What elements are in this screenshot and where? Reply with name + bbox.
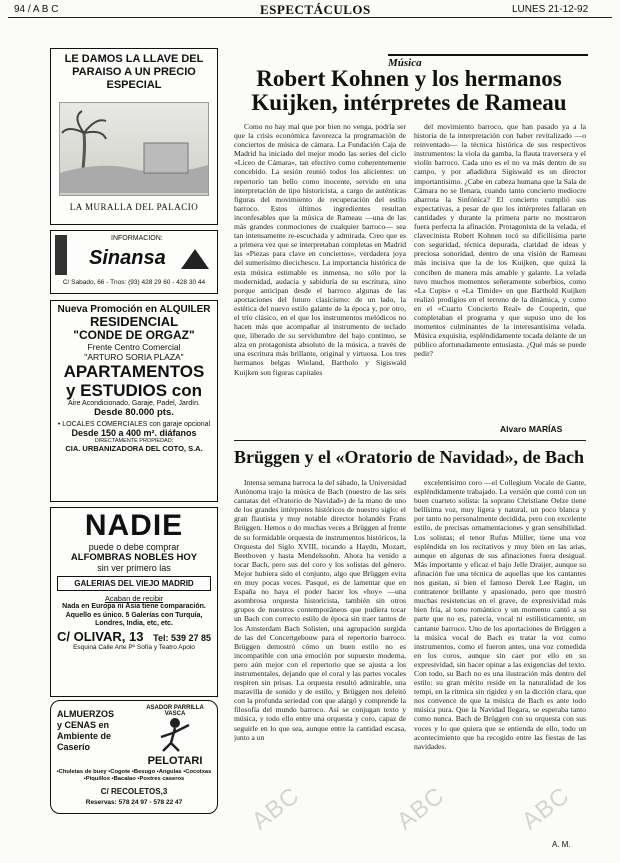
orgaz-line4: Frente Centro Comercial xyxy=(87,342,181,352)
orgaz-line6: APARTAMENTOS xyxy=(63,362,205,381)
orgaz-line5: "ARTURO SORIA PLAZA" xyxy=(84,352,184,362)
nadie-line3: sin ver primero las xyxy=(97,563,171,573)
article2-col2-text: excelentísimo coro —el Collegium Vocale de Gante, espléndidamente trabajado. La versión que contó con un buen cuarteto solista: la soprano Christiane Oelze tiene bellísima voz, muy ligera y natural, un poco blanca y por tanto no personalmente decidida, pero con excelente estilo, de precisas ornamentaciones y gran sensibilidad. Los solistas; el tenor Rufus Müller, tiene una voz espléndida en los recitativos y muy bien en las arias, aunque en algunas de sus afinaciones fuera desigual. Más importante y eficaz el bajo Jelle Draijer, aunque su afinación fue una técnica de aquellas que los cantantes nos gustan, si bien el famoso Derek Lee Ragin, un contratenor brillante y apasionado, pero que mostró muchas resistencias en el grave, de expresividad más bien fría, al tono romántico y un momento cantó a su parte que no es, parecía, vocal ni estilísticamente, un cantante barroco. Uno de los aportaciones de Brüggen a la música vocal de Bach es tratar la voz como instrumentos, como el fueron antes, una voz comedida en los coros, aunque sin caer por ello en su expresividad, sin hacer opinar a las exigencias del texto. Con todo, su Bach no es una ilustración más dentro del estilo: su gran mérito reside en la naturalidad de los tempi, en la rítmica sin rigidez y en la dicción clara, que nos convence de que la música de Bach es ante todo música pura. Que la Navidad llegara, se esperaba tanto como nunca. Bach de Brüggen con su orquesta con sus voces y lo que quiera que se entienda de ello, todo un acontecimiento que ha recogido entre las fiestas de las navidades. xyxy=(414,478,586,751)
orgaz-line11: Desde 150 a 400 m². diáfanos xyxy=(71,428,197,438)
pyramid-icon xyxy=(179,247,211,271)
article1-column-1 xyxy=(234,122,406,428)
nadie-title: NADIE xyxy=(84,509,184,542)
pelotari-brand: PELOTARI xyxy=(147,755,203,767)
pelotari-line3: Ambiente de xyxy=(57,731,112,741)
orgaz-line9: Desde 80.000 pts. xyxy=(94,407,174,418)
orgaz-line12: DIRECTAMENTE PROPIEDAD: xyxy=(94,438,174,444)
page-number: 94 / A B C xyxy=(14,4,59,15)
article2-column-2 xyxy=(414,478,586,824)
palm-tree-icon xyxy=(60,103,208,193)
orgaz-line13: CIA. URBANIZADORA DEL COTO, S.A. xyxy=(65,444,203,453)
issue-date: LUNES 21-12-92 xyxy=(512,4,589,15)
orgaz-line10: • LOCALES COMERCIALES con garaje opcional xyxy=(57,421,211,428)
ad-nadie xyxy=(50,507,218,697)
article1-headline-line2: Kuijken, intérpretes de Rameau xyxy=(251,90,567,115)
article1-kicker: Música xyxy=(388,54,588,69)
nadie-line1: puede o debe comprar xyxy=(88,542,180,552)
article1-headline-line1: Robert Kohnen y los hermanos xyxy=(256,66,562,91)
article2-headline: Brüggen y el «Oratorio de Navidad», de Bach xyxy=(234,447,584,467)
ad-paraiso-brand: LA MURALLA DEL PALACIO xyxy=(69,202,199,212)
pelotari-phone: Reservas: 578 24 97 - 578 22 47 xyxy=(85,799,183,806)
article1-column-2 xyxy=(414,122,586,388)
orgaz-line8: Aire Acondicionado, Garaje, Padel, Jardín. xyxy=(68,400,200,407)
nadie-line4: Acaban de recibir xyxy=(104,594,164,603)
ad-paraiso xyxy=(50,48,218,225)
orgaz-line7: y ESTUDIOS con xyxy=(65,381,203,400)
pelotari-arc: ASADOR PARRILLA VASCA xyxy=(146,705,204,717)
nadie-line2: ALFOMBRAS NOBLES HOY xyxy=(70,552,198,563)
pelotari-line4: Caserío xyxy=(57,742,91,752)
nadie-street: C/ OLIVAR, 13 xyxy=(57,628,144,644)
ad-orgaz xyxy=(50,300,218,502)
sinansa-address: C/ Sabado, 66 - Tnos: (93) 428 29 60 - 428 30 44 xyxy=(62,279,206,286)
article1-col2-text: del movimiento barroco, que han pasado ya a la historia de la interpretación con haber revitalizado —o reinventado— la técnica histórica de sus respectivos instrumentos: la viola da gamba, la flauta traversera y el violín barroco. Cada uno es el no va más dentro de su campo, y por añadidura Sigiswald es un director importantísimo. ¿Cabe en cabeza humana que la Sala de Cámara no se llenara, cuando tanto concierto mediocre abarrota la Sinfónica? El concierto cumplió sus expectativas, a pesar de que los intérpretes fallaran en cantidades y durante la primera parte no mostraron fuera perfecta la afinación. Protagonista de la velada, el clavecinista Robert Kohnen tocó su difícilísima parte con seguridad, técnica depurada, claridad de ideas y preciosa sonoridad, dentro de una visión de Rameau más incisiva que la de los Kuijken, que quizá la conciben de manera más amable y galante. La velada tuvo muchos momentos señeramente soberbios, como «La Cupis» o «La Timide» en que Barthold Kuijken realizó prodigios en el terreno de la dinámica, y como en el «Cuarto Concierto Real» de Couperin, que completaban el programa y que supuso uno de los momentos culminantes de la interesantísima velada. Música exquisita, espléndidamente tocada delante de un público afortunadamente entusiasta. ¿Qué más se puede pedir? xyxy=(414,122,586,359)
watermark-abc: ABC xyxy=(246,781,305,836)
article2-author: A. M. xyxy=(552,840,571,849)
section-title: ESPECTÁCULOS xyxy=(260,2,371,17)
nadie-line6: Esquina Calle Arte Pº Sofía y Teatro Apolo xyxy=(73,643,195,651)
orgaz-line1: Nueva Promoción en ALQUILER xyxy=(57,304,211,315)
pelotari-menu: •Chuletas de buey •Cogote •Besugo •Angulas •Cocotxas •Piquillos •Bacalao •Postres caseros xyxy=(56,769,212,782)
sinansa-brand: Sinansa xyxy=(89,247,166,269)
pelotari-line2: y CENAS en xyxy=(57,720,110,730)
article1-col1-text: Como no hay mal que por bien no venga, podría ser que la crisis económica favorezca la programación de conciertos de música de cámara. La Fundación Caja de Madrid ha iniciado del mejor modo las series del ciclo «Liceo de Cámara», tan efectivo como coherentemente concebido. La sesión reunió todos los alicientes: un repertorio tan bello como inocente, servido en una interpretación de tipo historicista, a cargo de auténticas figuras del movimiento de recuperación del estilo barroco. Estos últimos ingredientes resultan inconfesables que la música de Rameau —una de las más grandes conmociones de cualquier barroco— sea tan intensamente re-escuchada y admirada. Creo que es a primera vez que se interpretaban completas en Madrid las «Piezas para clave en conciertos», verdadera joya del sumerísimo diecichesco. La importancia histórica de esta música estimable es inmensa, no sólo por la modernidad, audacia y sabiduría de su escritura, sino porque anticipan desde el barroco algunas de las aportaciones del futuro clasicismo: de un lado, la estética del nuevo estilo galante de la época y, por otro, el trío clásico, en el que los instrumentos melódicos no hacen más que acompañar al instrumento de teclado que, liberado de su servidumbre del bajo continuo, se alza en protagonista absoluto de la música, a través de una escritura más brillante, original y virtuosa. Los tres hermanos belgas Wieland, Bartholo y Sigiswald Kuijken son figuras capitales xyxy=(234,122,406,377)
ad-paraiso-title: LE DAMOS LA LLAVE DEL PARAISO A UN PRECIO ESPECIAL xyxy=(64,53,204,91)
pelotari-street: C/ RECOLETOS,3 xyxy=(100,787,168,796)
article1-author: Alvaro MARÍAS xyxy=(500,424,563,434)
sinansa-logo-bar xyxy=(55,235,67,275)
article2-column-1 xyxy=(234,478,406,854)
ad-sinansa xyxy=(50,230,218,294)
article2-col1-text: Intensa semana barroca la del sábado, la Universidad Autónoma trajo la música de Bach (nuestro de las seis cantatas del «Oratorio de Navidad») de la mano de uno de los grandes intérpretes históricos de nuestro siglo: el gran flautista y muy notable director holandés Frans Brüggen. Hemos o do muchas veces a Brüggen al frente de su formidable orquesta de instrumentos históricos, la Orquesta del Siglo XVIII, tocando a Haydn, Mozart, Beethoven y hasta Mendelssohn. Ahora ha venido a tocar Bach, pero sus del coro y los solistas del género. Mejor hubiera sido el conjunto, algo que Brüggen evita en muy pocas veces. Pasqué, es de lamentar que en España no haya el poder hacer los «hoy» —una asombrosa orquesta historicista, también sin otros grupos de nuestros contemporáneos que pudiera tocar un Bach con correcto estilo de época sin traer tantos de los Amsterdam Bach Solisten, una agrupación surgida de las del Concertgebouw para el repertorio barroco. Brüggen demostró cómo un buen estilo no es incompatible con una emoción por supuesto moderna, pero aún mejor con el repertorio que se ajusta a los instrumentales, dejando que el coral y las partes vocales respiren sin prisas. La orquesta resultó admirable, una maravilla de sonido y de estilo, y Brüggen nos deleitó con la profunda seriedad con que alargó y comprende la filosofía del mundo barroco. Así se conjugan texto y música, y todo ello entre una orquesta y coro, capaz de seguirle en lo que sea, aunque entre la cantidad escasa, junto a un xyxy=(234,478,406,742)
article-divider xyxy=(234,440,586,441)
pelotari-player-icon xyxy=(149,715,199,753)
nadie-line5: Nada en Europa ni Asia tiene comparación. Aquello es único. 5 Galerías con Turquía, Londres, India, etc, etc. xyxy=(62,603,206,627)
nadie-banner: GALERIAS DEL VIEJO MADRID xyxy=(57,576,211,591)
ad-pelotari xyxy=(50,700,218,814)
orgaz-line3: "CONDE DE ORGAZ" xyxy=(73,328,195,342)
header-rule xyxy=(8,17,612,18)
sinansa-label: INFORMACION: xyxy=(111,235,163,242)
watermark-abc: ABC xyxy=(391,781,450,836)
watermark-abc: ABC xyxy=(516,781,575,836)
orgaz-line2: RESIDENCIAL xyxy=(89,314,179,329)
pelotari-line1: ALMUERZOS xyxy=(57,709,114,719)
article1-headline xyxy=(234,67,584,115)
ad-paraiso-photo xyxy=(59,102,209,196)
nadie-phone: Tel: 539 27 85 xyxy=(153,632,211,643)
